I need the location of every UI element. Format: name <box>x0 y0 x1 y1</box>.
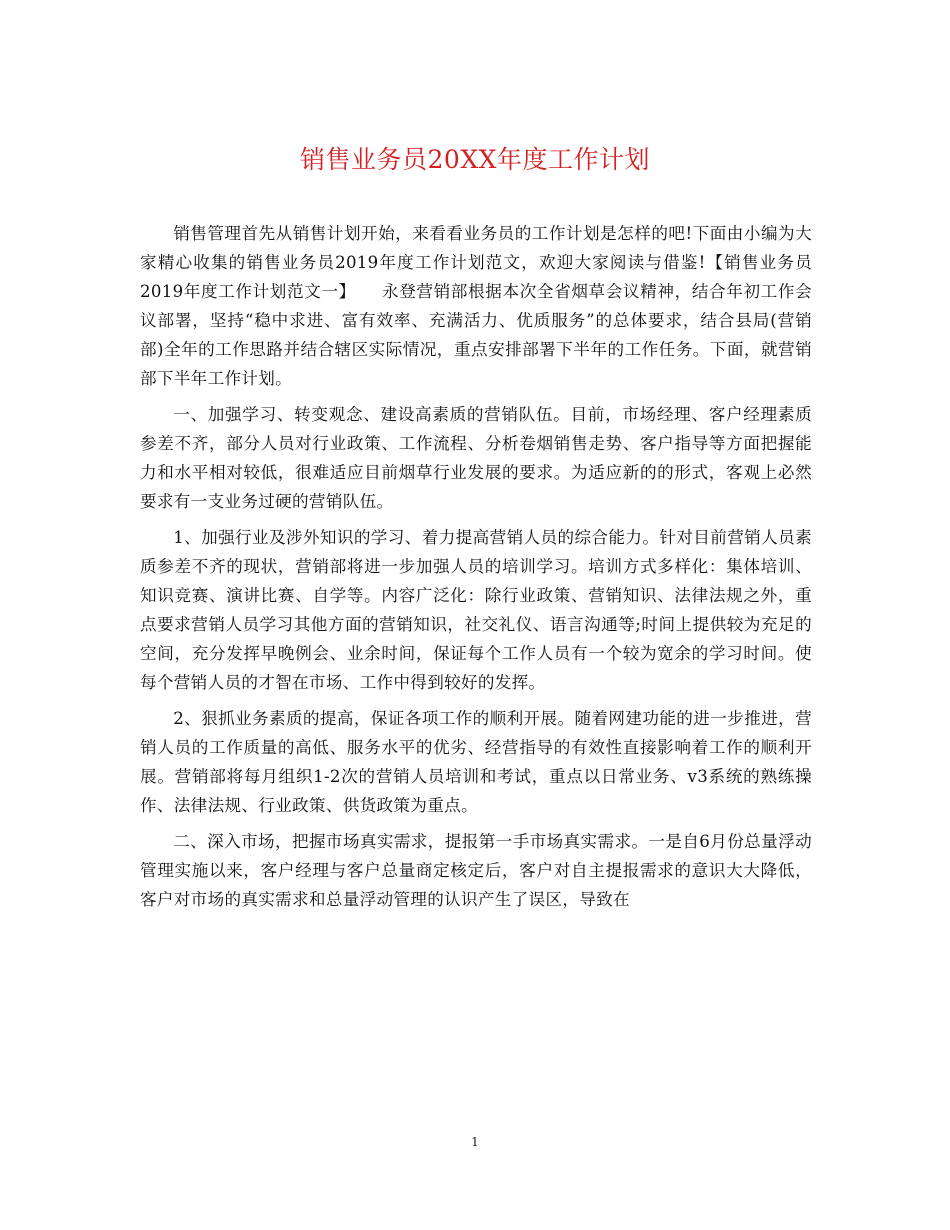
paragraph-section-one: 一、加强学习、转变观念、建设高素质的营销队伍。目前，市场经理、客户经理素质参差不齐，部分人员对行业政策、工作流程、分析卷烟销售走势、客户指导等方面把握能力和水平相对较低，很难适应目前烟草行业发展的要求。为适应新的的形式，客观上必然要求有一支业务过硬的营销队伍。 <box>140 405 812 511</box>
paragraph-section-two: 二、深入市场，把握市场真实需求，提报第一手市场真实需求。一是自6月份总量浮动管理实施以来，客户经理与客户总量商定核定后，客户对自主提报需求的意识大大降低，客户对市场的真实需求和总量浮动管理的认识产生了误区，导致在 <box>140 832 812 909</box>
paragraph-item-one: 1、加强行业及涉外知识的学习、着力提高营销人员的综合能力。针对目前营销人员素质参差不齐的现状，营销部将进一步加强人员的培训学习。培训方式多样化：集体培训、知识竞赛、演讲比赛、自学等。内容广泛化：除行业政策、营销知识、法律法规之外，重点要求营销人员学习其他方面的营销知识，社交礼仪、语言沟通等;时间上提供较为充足的空间，充分发挥早晚例会、业余时间，保证每个工作人员有一个较为宽余的学习时间。使每个营销人员的才智在市场、工作中得到较好的发挥。 <box>140 528 812 692</box>
document-title: 销售业务员20XX年度工作计划 <box>300 145 650 174</box>
paragraph-intro: 销售管理首先从销售计划开始，来看看业务员的工作计划是怎样的吧!下面由小编为大家精心收集的销售业务员2019年度工作计划范文，欢迎大家阅读与借鉴!【销售业务员2019年度工作计划范文一】 永登营销部根据本次全省烟草会议精神，结合年初工作会议部署，坚持“稳中求进、富有效率、充满活力、优质服务”的总体要求，结合县局(营销部)全年的工作思路并结合辖区实际情况，重点安排部署下半年的工作任务。下面，就营销部下半年工作计划。 <box>140 224 812 388</box>
document-body <box>140 219 812 921</box>
page-number: 1 <box>471 1135 479 1149</box>
paragraph-item-two: 2、狠抓业务素质的提高，保证各项工作的顺利开展。随着网建功能的进一步推进，营销人员的工作质量的高低、服务水平的优劣、经营指导的有效性直接影响着工作的顺利开展。营销部将每月组织1-2次的营销人员培训和考试，重点以日常业务、v3系统的熟练操作、法律法规、行业政策、供货政策为重点。 <box>140 709 812 815</box>
